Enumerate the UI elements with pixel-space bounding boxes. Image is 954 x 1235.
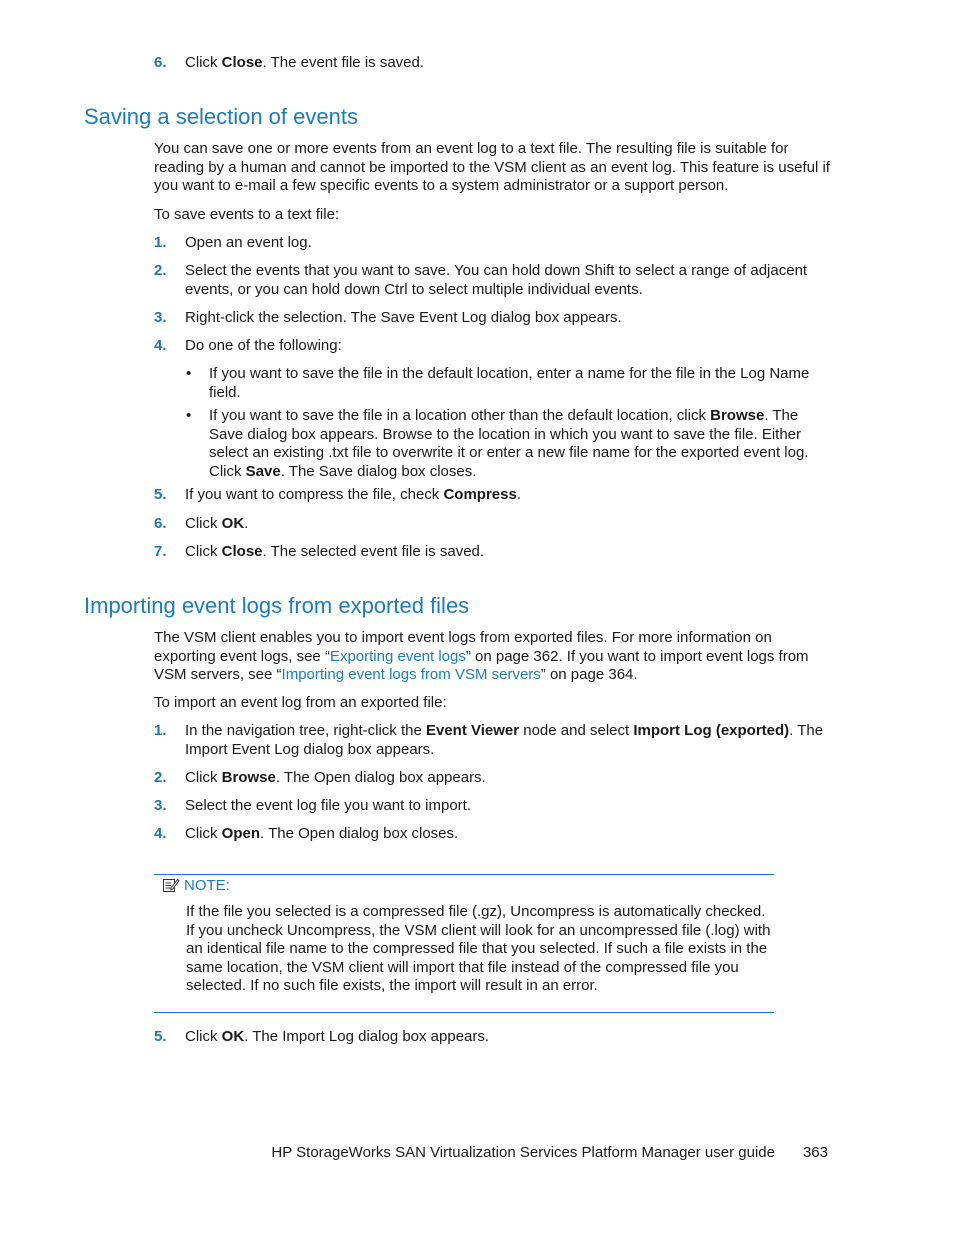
bullet-other-location	[186, 407, 826, 481]
import-step-4	[154, 825, 834, 844]
step-text: Right-click the selection. The Save Event Log dialog box appears.	[185, 309, 622, 326]
step-number: 3.	[154, 309, 167, 326]
note-label: NOTE:	[184, 877, 230, 894]
step-number: 2.	[154, 769, 167, 786]
section-heading-saving: Saving a selection of events	[84, 104, 358, 129]
step-text: Select the event log file you want to import.	[185, 797, 471, 814]
bullet-default-location	[186, 365, 826, 402]
bullet-text: If you want to save the file in a location other than the default location, click Browse. The Save dialog box appears. Browse to the location in which you want to save the file. Either select an existing .txt file to overwrite it or enter a new file name for the exported event log. Click Save. The Save dialog box closes.	[209, 407, 809, 480]
step-number: 5.	[154, 1028, 167, 1045]
step-6-close	[154, 54, 834, 73]
step-number: 7.	[154, 543, 167, 560]
footer-title: HP StorageWorks SAN Virtualization Services Platform Manager user guide	[271, 1144, 775, 1161]
save-step-3	[154, 309, 834, 328]
save-step-1	[154, 234, 834, 253]
save-step-4	[154, 337, 834, 356]
step-text: Click Close. The selected event file is saved.	[185, 543, 485, 560]
save-step-2	[154, 262, 834, 299]
note-header	[162, 877, 230, 899]
section1-lead: To save events to a text file:	[154, 206, 340, 223]
note-text: If the file you selected is a compressed file (.gz), Uncompress is automatically checked. If you uncheck Uncompress, the VSM client will look for an uncompressed file (.log) with an identical file name to the compressed file that you selected. If such a file exists in the same location, the VSM client will import that file instead of the compressed file you selected. If no such file exists, the import will result in an error.	[186, 903, 771, 995]
bullet-dot: •	[186, 407, 192, 424]
link-importing-from-vsm-servers[interactable]: Importing event logs from VSM servers	[281, 666, 541, 684]
import-step-1	[154, 722, 834, 759]
note-pencil-icon	[162, 877, 180, 899]
step-text: Select the events that you want to save. You can hold down Shift to select a range of adjacent events, or you can hold down Ctrl to select multiple individual events.	[185, 262, 808, 298]
step-number: 6.	[154, 515, 167, 532]
step-number: 1.	[154, 722, 167, 739]
step-number: 2.	[154, 262, 167, 279]
note-bottom-rule	[154, 1012, 774, 1013]
page-number: 363	[802, 1144, 828, 1161]
step-text: Click Browse. The Open dialog box appears.	[185, 769, 486, 786]
bullet-text: If you want to save the file in the default location, enter a name for the file in the Log Name field.	[209, 365, 810, 401]
step-text: In the navigation tree, right-click the Event Viewer node and select Import Log (exported). The Import Event Log dialog box appears.	[185, 722, 824, 758]
step-text: Click Close. The event file is saved.	[185, 54, 425, 71]
step-text: Click OK.	[185, 515, 249, 532]
section2-lead: To import an event log from an exported file:	[154, 694, 447, 711]
save-step-5	[154, 486, 834, 505]
step-text: If you want to compress the file, check Compress.	[185, 486, 521, 503]
import-step-2	[154, 769, 834, 788]
save-step-6	[154, 515, 834, 534]
bullet-dot: •	[186, 365, 192, 382]
save-step-7	[154, 543, 834, 562]
section2-intro: The VSM client enables you to import event logs from exported files. For more information on exporting event logs, see “Exporting event logs” on page 362. If you want to import event logs from VSM servers, see “Importing event logs from VSM servers” on page 364.	[154, 629, 809, 684]
step-number: 3.	[154, 797, 167, 814]
step-number: 1.	[154, 234, 167, 251]
step-number: 4.	[154, 337, 167, 354]
step-number: 5.	[154, 486, 167, 503]
step-text: Click OK. The Import Log dialog box appears.	[185, 1028, 490, 1045]
step-text: Open an event log.	[185, 234, 312, 251]
section1-intro: You can save one or more events from an event log to a text file. The resulting file is suitable for reading by a human and cannot be imported to the VSM client as an event log. This feature is useful if you want to e-mail a few specific events to a system administrator or a support person.	[154, 140, 830, 195]
note-top-rule	[154, 874, 774, 875]
import-step-5	[154, 1028, 834, 1047]
link-exporting-event-logs[interactable]: Exporting event logs	[329, 647, 466, 665]
step-number: 4.	[154, 825, 167, 842]
step-text: Do one of the following:	[185, 337, 342, 354]
page-footer	[271, 1144, 828, 1163]
step-text: Click Open. The Open dialog box closes.	[185, 825, 459, 842]
section-heading-importing: Importing event logs from exported files	[84, 593, 470, 618]
import-step-3	[154, 797, 834, 816]
step-number: 6.	[154, 54, 167, 71]
